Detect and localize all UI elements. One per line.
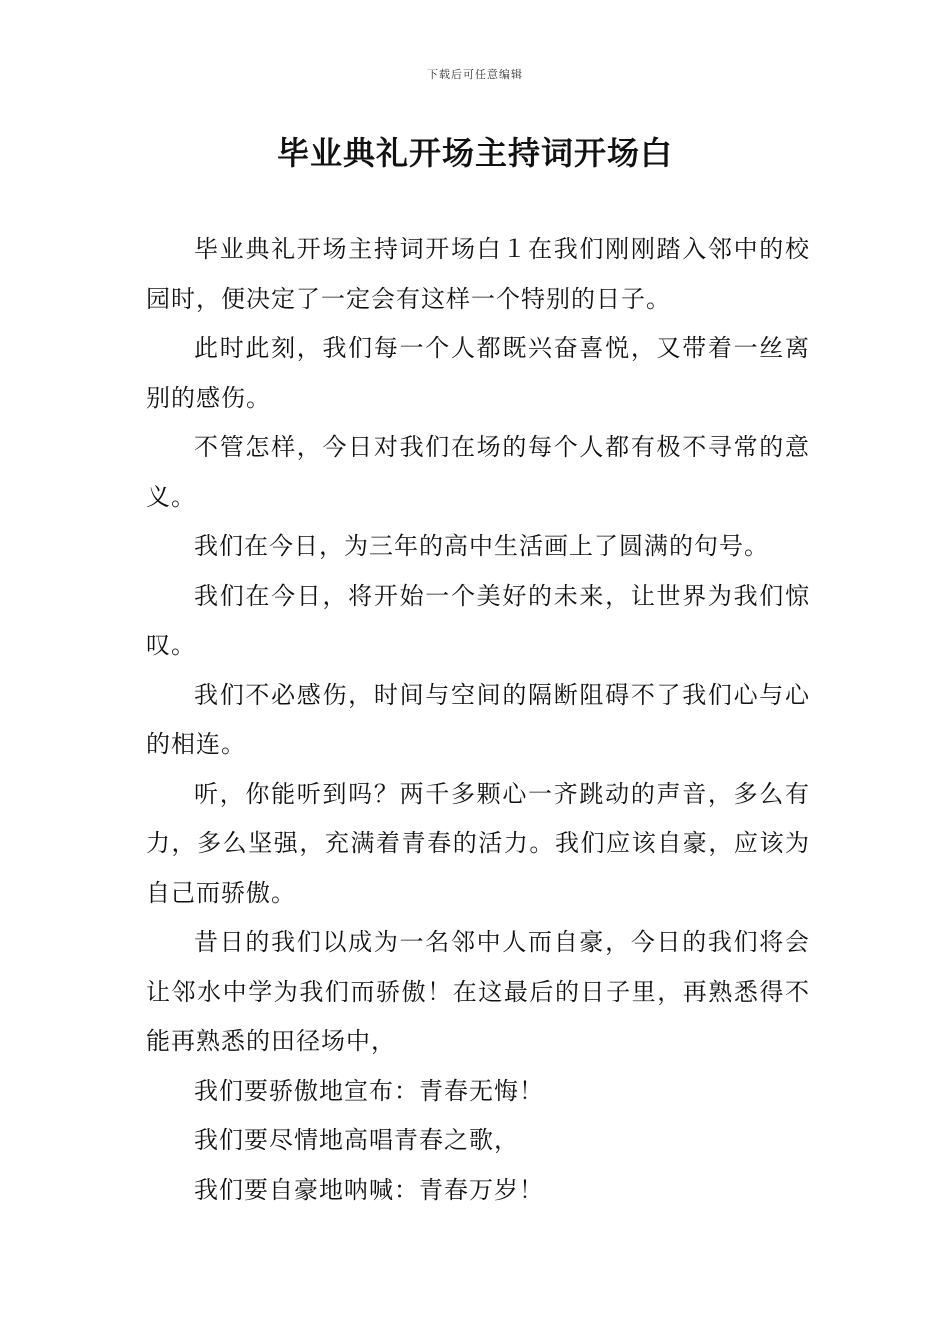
paragraph: 我们在今日，为三年的高中生活画上了圆满的句号。 [194, 532, 769, 560]
paragraph: 昔日的我们以成为一名邻中人而自豪，今日的我们将会让邻水中学为我们而骄傲！在这最后的日子里，再熟悉得不能再熟悉的田径场中， [146, 928, 810, 1055]
paragraph: 我们在今日，将开始一个美好的未来，让世界为我们惊叹。 [146, 581, 810, 659]
paragraph: 毕业典礼开场主持词开场白１在我们刚刚踏入邻中的校园时，便决定了一定会有这样一个特别的日子。 [146, 235, 810, 313]
paragraph: 我们要自豪地呐喊：青春万岁！ [194, 1175, 544, 1204]
paragraph: 听，你能听到吗？两千多颗心一齐跳动的声音，多么有力，多么坚强，充满着青春的活力。我们应该自豪，应该为自己而骄傲。 [146, 779, 810, 907]
paragraph: 我们不必感伤，时间与空间的隔断阻碍不了我们心与心的相连。 [146, 680, 810, 758]
paragraph: 此时此刻，我们每一个人都既兴奋喜悦，又带着一丝离别的感伤。 [146, 334, 810, 412]
document-body [146, 225, 810, 1215]
paragraph: 不管怎样，今日对我们在场的每个人都有极不寻常的意义。 [146, 433, 810, 511]
paragraph: 我们要骄傲地宣布：青春无悔！ [194, 1076, 544, 1105]
header-note: 下载后可任意编辑 [427, 68, 523, 81]
paragraph: 我们要尽情地高唱青春之歌， [194, 1126, 519, 1154]
document-title: 毕业典礼开场主持词开场白 [276, 134, 673, 172]
